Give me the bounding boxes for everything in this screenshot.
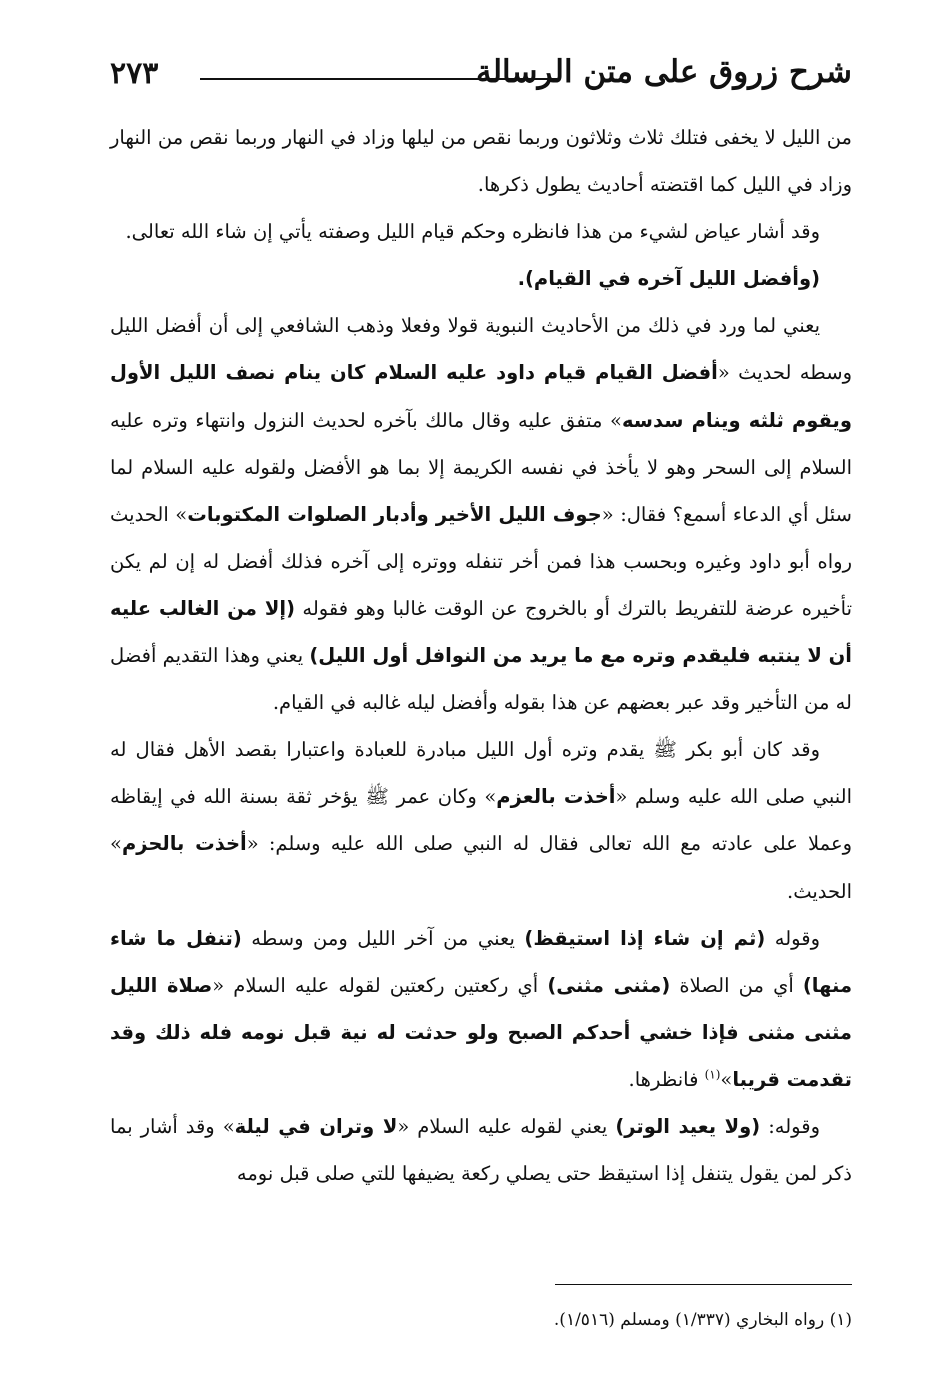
text-run: وقوله:	[760, 1114, 820, 1138]
text-run: » الحديث.	[110, 832, 852, 903]
running-title: شرح زروق على متن الرسالة	[475, 54, 852, 90]
header-rule	[200, 78, 557, 80]
text-run: » الحديث رواه أبو داود وغيره وبحسب هذا فمن أخر تنفله ووتره إلى آخره فذلك أفضل له إن لم يكن تأخيره عرضة للتفريط بالترك أو بالخروج عن الوقت غالبا وهو فقوله	[110, 502, 852, 620]
text-run: » متفق عليه وقال مالك بآخره لحديث النزول وانتهاء وتره عليه السلام إلى السحر وهو لا يأخذ في نفسه الكريمة إلا بما هو الأفضل ولقوله عليه السلام لما سئل أي الدعاء أسمع؟ فقال: «	[110, 408, 852, 526]
matn-quote: (مثنى مثنى)	[547, 973, 671, 997]
text-run: يعني وهذا التقديم أفضل له من التأخير وقد عبر بعضهم عن هذا بقوله وأفضل ليله غالبه في القيام.	[110, 644, 852, 715]
text-run: يعني لقوله عليه السلام «	[397, 1114, 616, 1138]
matn-heading: (وأفضل الليل آخره في القيام).	[517, 267, 820, 291]
hadith-quote: أخذت بالعزم	[496, 785, 616, 809]
text-run: يعني لما ورد في ذلك من الأحاديث النبوية قولا وفعلا وذهب الشافعي إلى أن أفضل الليل وسطه لحديث «	[110, 314, 852, 385]
paragraph-2: وقد أشار عياض لشيء من هذا فانظره وحكم قيام الليل وصفته يأتي إن شاء الله تعالى.	[125, 220, 820, 244]
text-run: يعني من آخر الليل ومن وسطه	[241, 926, 525, 950]
text-run: وقد كان أبو بكر ﷺ يقدم وتره أول الليل مبادرة للعبادة واعتبارا بقصد الأهل فقال له النبي صلى الله عليه وسلم «	[110, 738, 852, 809]
paragraph-1: من الليل لا يخفى فتلك ثلاث وثلاثون وربما نقص من ليلها وزاد في النهار وربما نقص من النهار وزاد في الليل كما اقتضته أحاديث يطول ذكرها.	[110, 126, 852, 197]
text-run: أي ركعتين ركعتين لقوله عليه السلام «	[212, 973, 548, 997]
hadith-quote: جوف الليل الأخير وأدبار الصلوات المكتوبات	[187, 502, 602, 526]
text-run: » وقد أشار بما ذكر لمن يقول يتنفل إذا استيقظ حتى يصلي ركعة يضيفها للتي صلى قبل نومه	[110, 1114, 852, 1186]
text-run: فانظرها.	[628, 1067, 705, 1091]
text-run: أي من الصلاة	[670, 973, 803, 997]
paragraph-6	[110, 915, 852, 1103]
hadith-quote: لا وتران في ليلة	[234, 1114, 398, 1138]
hadith-quote: أخذت بالحزم	[121, 832, 247, 856]
page-header	[110, 48, 852, 98]
text-run: »	[720, 1067, 733, 1091]
footnote-reference[interactable]: (١)	[704, 1067, 721, 1082]
body-text	[110, 114, 852, 1197]
footnote: (١) رواه البخاري (١/٣٣٧) ومسلم (١/٥١٦).	[553, 1310, 852, 1330]
matn-quote: (ولا يعيد الوتر)	[615, 1114, 761, 1138]
paragraph-4	[110, 302, 852, 726]
hadith-quote: أفضل القيام قيام داود عليه السلام كان ينام نصف الليل الأول ويقوم ثلثه وينام سدسه	[110, 361, 852, 432]
hadith-quote: صلاة الليل مثنى مثنى فإذا خشي أحدكم الصبح ولو حدثت له نية قبل نومه فله ذلك وقد تقدمت قريبا	[110, 973, 852, 1091]
text-run: » وكان عمر ﷺ يؤخر ثقة بسنة الله في إيقاظه وعملا على عادته مع الله تعالى فقال له النبي صلى الله عليه وسلم: «	[110, 785, 853, 856]
page-number: ٢٧٣	[110, 56, 159, 91]
matn-quote: (إلا من الغالب عليه أن لا ينتبه فليقدم وتره مع ما يريد من النوافل أول الليل)	[110, 596, 852, 668]
matn-quote: (تنفل ما شاء منها)	[110, 926, 853, 997]
paragraph-7	[110, 1103, 852, 1197]
text-run: وقوله	[765, 926, 820, 950]
footnote-separator	[555, 1284, 852, 1285]
paragraph-5	[110, 726, 852, 914]
matn-quote: (ثم إن شاء إذا استيقظ)	[524, 926, 766, 950]
